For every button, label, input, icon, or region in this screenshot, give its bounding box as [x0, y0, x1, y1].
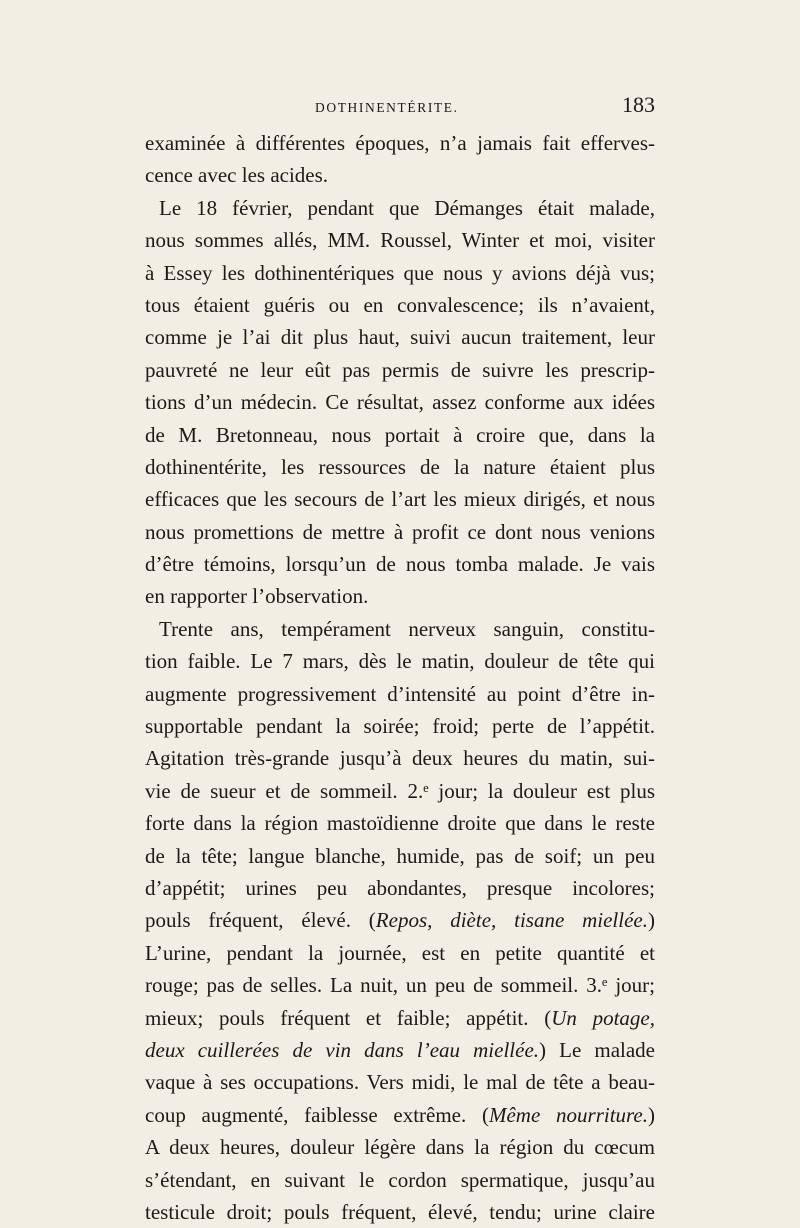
text-line [145, 1164, 655, 1196]
text-segment: augmente progressivement d’intensité au point d’être in- [145, 681, 655, 706]
text-segment: efficaces que les secours de l’art les mieux dirigés, et nous [145, 487, 655, 512]
text-segment: à Essey les dothinentériques que nous y avions déjà vus; [145, 260, 655, 285]
text-line [145, 807, 655, 839]
text-segment: tions d’un médecin. Ce résultat, assez conforme aux idées [145, 390, 655, 415]
text-segment: comme je l’ai dit plus haut, suivi aucun traitement, leur [145, 325, 655, 350]
text-line [145, 257, 655, 289]
text-segment: A deux heures, douleur légère dans la région du cœcum [145, 1135, 655, 1160]
text-segment: dothinentérite, les ressources de la nature étaient plus [145, 454, 655, 479]
text-segment: Agitation très-grande jusqu’à deux heures du matin, sui- [145, 746, 655, 771]
text-line [145, 224, 655, 256]
text-segment: pauvreté ne leur eût pas permis de suivre les prescrip- [145, 357, 655, 382]
text-line [145, 127, 655, 159]
text-line [145, 1196, 655, 1228]
text-line [145, 548, 655, 580]
text-segment: Trente ans, tempérament nerveux sanguin, constitu- [159, 616, 655, 641]
text-line [145, 1066, 655, 1098]
text-segment: en rapporter l’observation. [145, 584, 369, 609]
text-segment: rouge; pas de selles. La nuit, un peu de sommeil. 3.ᵉ jour; [145, 973, 655, 998]
italic-segment: Repos, diète, tisane miellée. [375, 908, 648, 933]
text-line [145, 1002, 655, 1034]
text-line [145, 742, 655, 774]
text-line [145, 872, 655, 904]
text-segment: vie de sueur et de sommeil. 2.ᵉ jour; la douleur est plus [145, 778, 655, 803]
text-line [145, 904, 655, 936]
text-segment: ) [648, 1102, 655, 1127]
page-number: 183 [622, 92, 655, 117]
text-line [145, 159, 655, 191]
text-line [145, 937, 655, 969]
text-segment: ) [648, 908, 655, 933]
text-line [145, 840, 655, 872]
text-segment: forte dans la région mastoïdienne droite que dans le reste [145, 811, 655, 836]
text-line [145, 645, 655, 677]
text-segment: testicule droit; pouls fréquent, élevé, tendu; urine claire [145, 1199, 655, 1224]
text-segment: mieux; pouls fréquent et faible; appétit. ( [145, 1005, 552, 1030]
text-segment: de M. Bretonneau, nous portait à croire que, dans la [145, 422, 655, 447]
text-line [145, 386, 655, 418]
text-line [145, 678, 655, 710]
text-segment: d’être témoins, lorsqu’un de nous tomba malade. Je vais [145, 552, 655, 577]
text-line [145, 710, 655, 742]
italic-segment: deux cuillerées de vin dans l’eau miellée. [145, 1037, 540, 1062]
text-segment: s’étendant, en suivant le cordon spermatique, jusqu’au [145, 1167, 655, 1192]
text-segment: pouls fréquent, élevé. ( [145, 908, 376, 933]
text-line [145, 580, 655, 612]
text-segment: L’urine, pendant la journée, est en petite quantité et [145, 940, 655, 965]
text-line [145, 1099, 655, 1131]
text-segment: vaque à ses occupations. Vers midi, le mal de tête a beau- [145, 1070, 655, 1095]
text-line [145, 192, 655, 224]
body-text [145, 127, 655, 1228]
text-segment: tion faible. Le 7 mars, dès le matin, douleur de tête qui [145, 649, 655, 674]
text-segment: nous sommes allés, MM. Roussel, Winter et moi, visiter [145, 228, 655, 253]
text-segment: examinée à différentes époques, n’a jamais fait efferves- [145, 131, 655, 155]
text-line [145, 1131, 655, 1163]
text-line [145, 483, 655, 515]
text-segment: cence avec les acides. [145, 163, 329, 188]
text-line [145, 419, 655, 451]
text-line [145, 354, 655, 386]
text-segment: nous promettions de mettre à profit ce dont nous venions [145, 519, 655, 544]
text-line [145, 1034, 655, 1066]
text-line [145, 969, 655, 1001]
text-line [145, 613, 655, 645]
page-header [145, 92, 655, 122]
text-segment: d’appétit; urines peu abondantes, presque incolores; [145, 875, 655, 900]
text-line [145, 775, 655, 807]
text-segment: tous étaient guéris ou en convalescence; ils n’avaient, [145, 292, 655, 317]
text-line [145, 516, 655, 548]
text-line [145, 289, 655, 321]
running-title: DOTHINENTÉRITE. [315, 100, 459, 115]
italic-segment: Un potage, [551, 1005, 655, 1030]
text-segment: ) Le malade [539, 1037, 655, 1062]
text-line [145, 321, 655, 353]
text-segment: coup augmenté, faiblesse extrême. ( [145, 1102, 489, 1127]
text-segment: supportable pendant la soirée; froid; perte de l’appétit. [145, 714, 655, 739]
text-segment: Le 18 février, pendant que Démanges était malade, [159, 195, 655, 220]
text-segment: de la tête; langue blanche, humide, pas de soif; un peu [145, 843, 655, 868]
text-line [145, 451, 655, 483]
italic-segment: Même nourriture. [488, 1102, 648, 1127]
